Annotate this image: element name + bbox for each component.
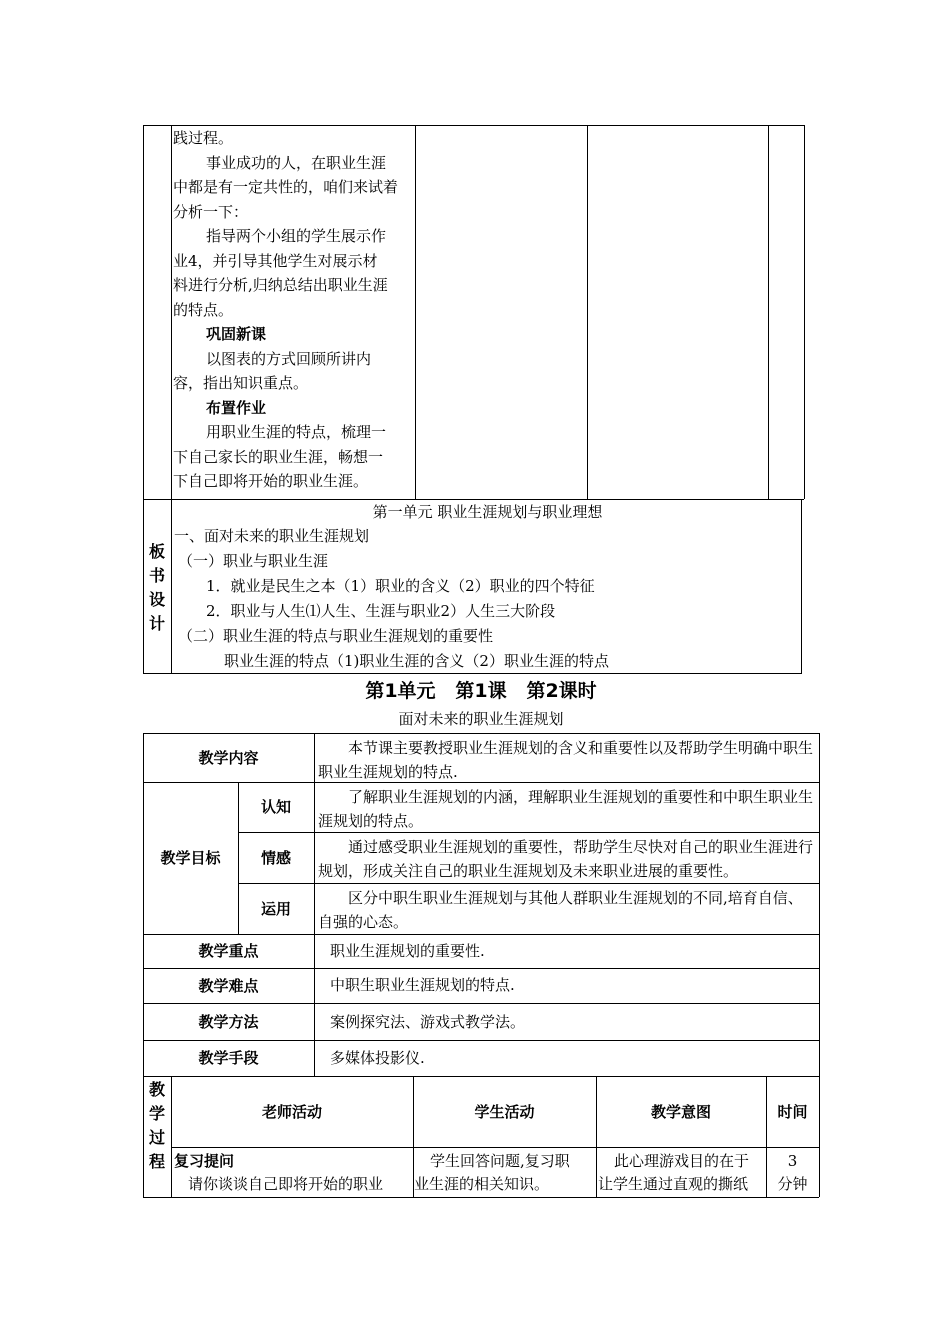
text-line: 践过程。 [173,129,234,147]
board-label-char: 书 [148,566,165,585]
text-line: 下自己家长的职业生涯，畅想一 [173,448,384,466]
method-label: 教学方法 [198,1012,259,1031]
intent-line: 让学生通过直观的撕纸 [598,1175,749,1193]
process-label-char: 程 [148,1152,165,1171]
text-line: 以图表的方式回顾所讲内 [206,350,372,368]
board-label-char: 设 [148,590,165,609]
key-point-label: 教学重点 [198,942,259,960]
means-label: 教学手段 [198,1049,259,1067]
lesson-subtitle: 面对未来的职业生涯规划 [398,710,564,728]
text-line: 料进行分析,归纳总结出职业生涯 [173,276,388,294]
text-line: 事业成功的人，在职业生涯 [206,154,387,172]
goal-application-label: 运用 [260,899,291,918]
time-value: 3 [787,1152,798,1170]
text-line: 业4，并引导其他学生对展示材 [173,252,378,270]
difficulty-text: 中职生职业生涯规划的特点. [330,976,515,994]
board-line: 一、面对未来的职业生涯规划 [174,527,370,545]
board-design-label [143,540,171,636]
section-heading: 布置作业 [206,399,267,417]
header-time: 时间 [777,1102,808,1121]
board-title: 第一单元 职业生涯规划与职业理想 [372,503,603,521]
text-line: 的特点。 [173,301,234,319]
text-line: 用职业生涯的特点，梳理一 [206,423,387,441]
goal-affective-label: 情感 [260,848,291,867]
intent-line: 此心理游戏目的在于 [614,1152,750,1170]
board-line: 2．职业与人生⑴人生、生涯与职业2）人生三大阶段 [206,602,556,620]
board-line: 职业生涯的特点（1)职业生涯的含义（2）职业生涯的特点 [224,652,609,670]
section-heading: 巩固新课 [206,325,267,343]
board-label-char: 计 [148,614,165,633]
process-label [143,1078,171,1174]
header-student-activity: 学生活动 [474,1102,535,1121]
goal-cognitive-label: 认知 [260,798,291,816]
goal-affective-text: 通过感受职业生涯规划的重要性，帮助学生尽快对自己的职业生涯进行规划，形成关注自己的职业生涯规划及未来职业进展的重要性。 [318,838,814,880]
goal-application-text: 区分中职生职业生涯规划与其他人群职业生涯规划的不同,培育自信、自强的心态。 [318,889,803,931]
review-title: 复习提问 [174,1152,235,1170]
difficulty-label: 教学难点 [198,976,259,995]
text-line: 中都是有一定共性的，咱们来试着 [173,178,399,196]
board-line: （一）职业与职业生涯 [178,552,329,570]
method-text: 案例探究法、游戏式教学法。 [330,1013,526,1031]
header-teacher-activity: 老师活动 [261,1102,322,1121]
process-label-char: 学 [148,1104,165,1123]
text-line: 容，指出知识重点。 [173,374,309,392]
lesson-heading: 第1单元 第1课 第2课时 [365,680,597,702]
board-label-char: 板 [148,542,165,561]
text-line: 分析一下： [173,203,249,221]
process-label-char: 教 [148,1080,165,1099]
header-intent: 教学意图 [650,1102,711,1121]
board-line: 1．就业是民生之本（1）职业的含义（2）职业的四个特征 [206,577,595,595]
text-line: 下自己即将开始的职业生涯。 [173,472,369,490]
student-activity-line: 业生涯的相关知识。 [414,1175,550,1193]
process-label-char: 过 [148,1128,165,1147]
content-text: 本节课主要教授职业生涯规划的含义和重要性以及帮助学生明确中职生职业生涯规划的特点. [318,739,814,781]
text-line: 指导两个小组的学生展示作 [206,227,387,245]
board-line: （二）职业生涯的特点与职业生涯规划的重要性 [178,627,494,645]
goal-cognitive-text: 了解职业生涯规划的内涵，理解职业生涯规划的重要性和中职生职业生涯规划的特点。 [318,788,814,830]
teacher-review-text: 请你谈谈自己即将开始的职业 [188,1175,384,1193]
key-point-text: 职业生涯规划的重要性. [330,942,485,960]
means-text: 多媒体投影仪. [330,1049,425,1067]
time-unit: 分钟 [777,1175,808,1193]
student-activity-line: 学生回答问题,复习职 [430,1152,570,1170]
content-label: 教学内容 [198,748,259,767]
goals-label: 教学目标 [160,849,221,867]
